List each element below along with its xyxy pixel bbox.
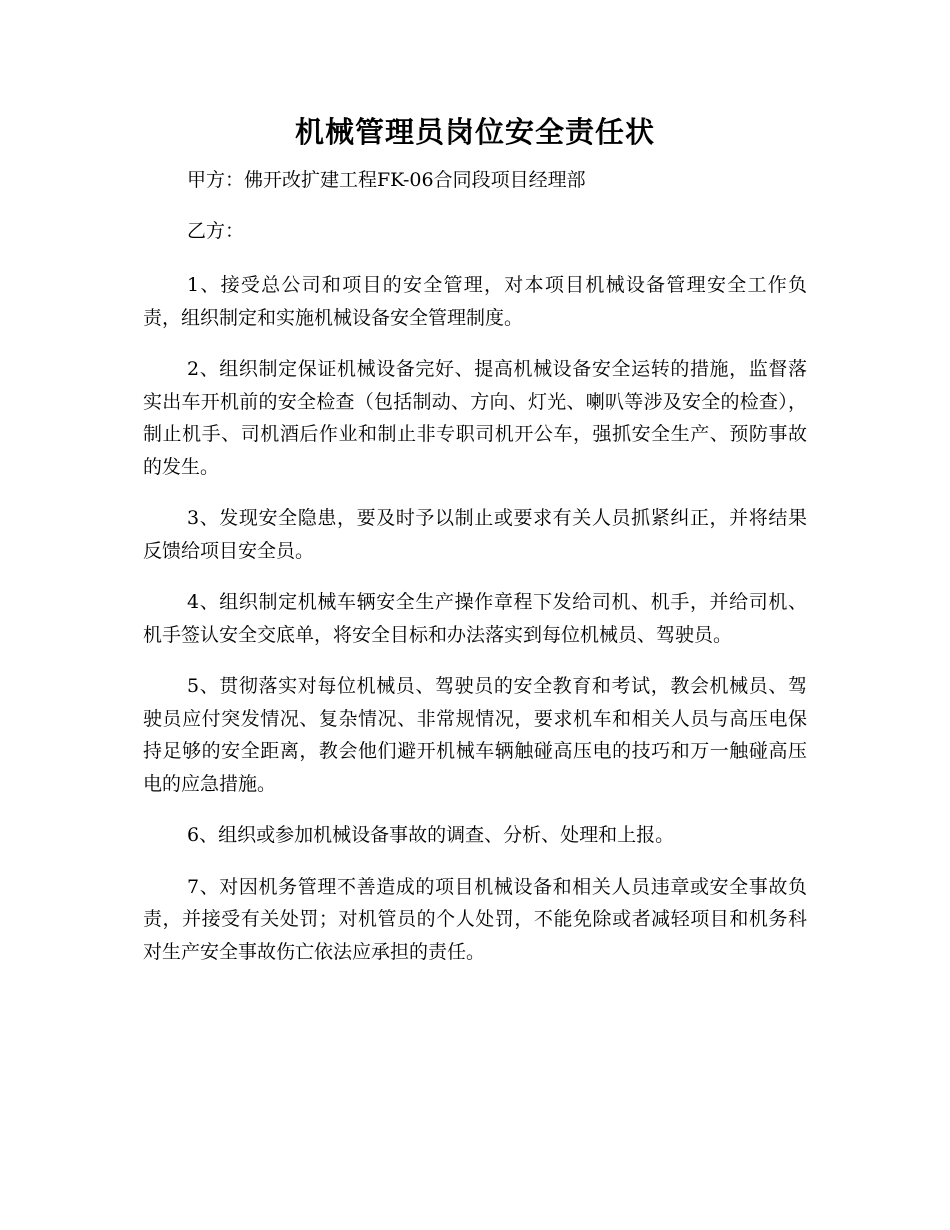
clause-3: 3、发现安全隐患，要及时予以制止或要求有关人员抓紧纠正，并将结果反馈给项目安全员。 — [143, 507, 807, 562]
clause-5: 5、贯彻落实对每位机械员、驾驶员的安全教育和考试，教会机械员、驾驶员应付突发情况、复杂情况、非常规情况，要求机车和相关人员与高压电保持足够的安全距离，教会他们避开机械车辆触碰高压电的技巧和万一触碰高压电的应急措施。 — [143, 675, 807, 795]
clause-1: 1、接受总公司和项目的安全管理，对本项目机械设备管理安全工作负责，组织制定和实施机械设备安全管理制度。 — [143, 274, 807, 329]
clause-7: 7、对因机务管理不善造成的项目机械设备和相关人员违章或安全事故负责，并接受有关处罚；对机管员的个人处罚，不能免除或者减轻项目和机务科对生产安全事故伤亡依法应承担的责任。 — [143, 875, 807, 963]
clause-2: 2、组织制定保证机械设备完好、提高机械设备安全运转的措施，监督落实出车开机前的安全检查（包括制动、方向、灯光、喇叭等涉及安全的检查），制止机手、司机酒后作业和制止非专职司机开公车，强抓安全生产、预防事故的发生。 — [143, 358, 807, 478]
document-title: 机械管理员岗位安全责任状 — [294, 115, 655, 149]
party-b-line: 乙方： — [187, 220, 245, 242]
clause-4: 4、组织制定机械车辆安全生产操作章程下发给司机、机手，并给司机、机手签认安全交底单，将安全目标和办法落实到每位机械员、驾驶员。 — [143, 591, 807, 646]
clause-6: 6、组织或参加机械设备事故的调查、分析、处理和上报。 — [187, 824, 675, 846]
clause-list — [143, 269, 807, 968]
party-a-line: 甲方：佛开改扩建工程FK-06合同段项目经理部 — [187, 169, 586, 191]
